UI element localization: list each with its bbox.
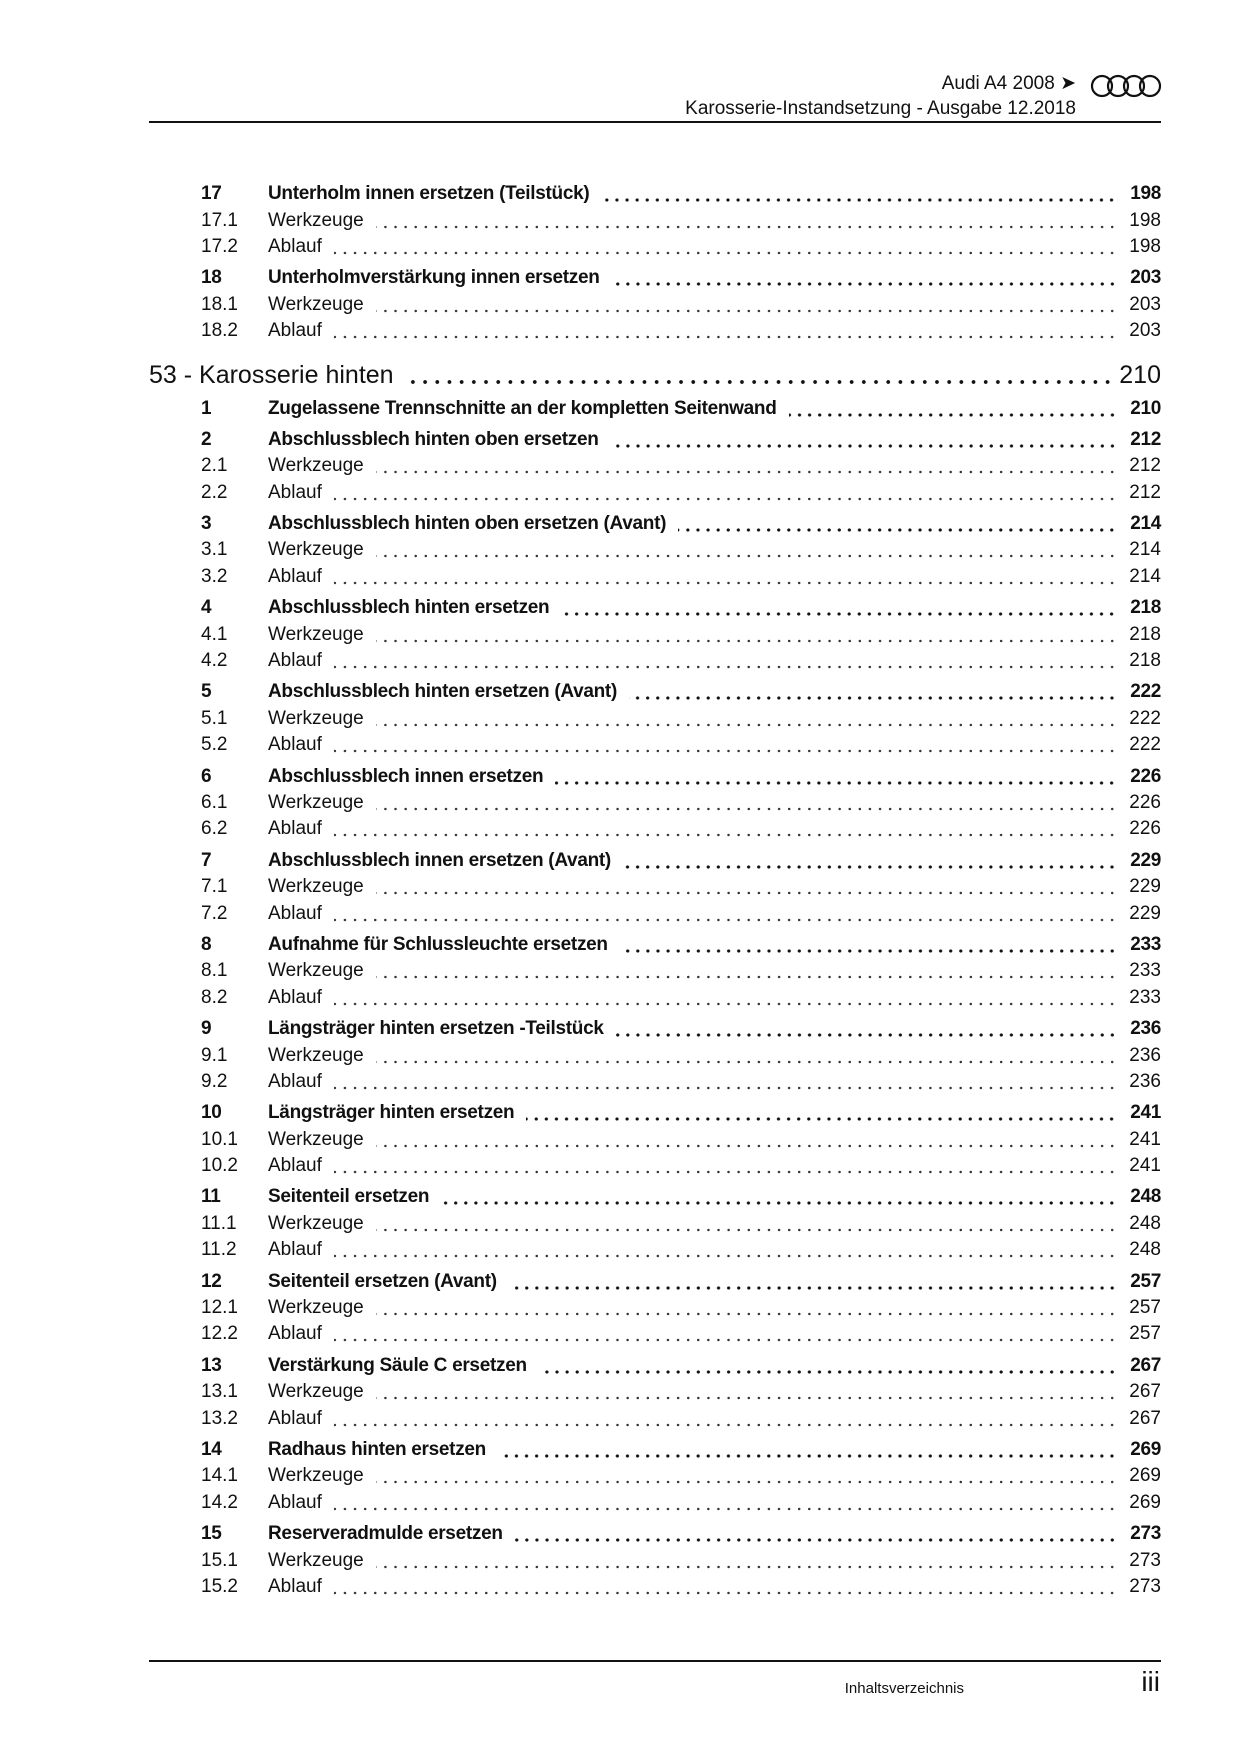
toc-group	[149, 1268, 1161, 1347]
dot-leader	[334, 1072, 1117, 1092]
toc-subentry[interactable]	[149, 292, 1161, 318]
chapter-page: 210	[1119, 360, 1161, 389]
toc-entry[interactable]	[149, 181, 1161, 207]
toc-subentry[interactable]	[149, 816, 1161, 842]
dot-leader	[376, 877, 1117, 897]
entry-page: 236	[1129, 1044, 1161, 1066]
entry-page: 214	[1130, 513, 1161, 535]
entry-page: 269	[1130, 1438, 1161, 1460]
entry-page: 222	[1130, 681, 1161, 703]
entry-title: Ablauf	[268, 1491, 322, 1513]
dot-leader	[376, 1046, 1117, 1066]
entry-number: 13.1	[201, 1381, 238, 1403]
dot-leader	[611, 430, 1117, 450]
toc-group	[149, 932, 1161, 1011]
entry-title: Ablauf	[268, 734, 322, 756]
dot-leader	[334, 651, 1117, 671]
entry-title: Ablauf	[268, 1323, 322, 1345]
entry-number: 14	[201, 1438, 222, 1460]
entry-page: 203	[1130, 267, 1161, 289]
dot-leader	[376, 1466, 1117, 1486]
dot-leader	[376, 456, 1117, 476]
toc-entry[interactable]	[149, 395, 1161, 421]
entry-number: 5.1	[201, 707, 228, 729]
toc-group	[149, 1353, 1161, 1432]
entry-title: Werkzeuge	[268, 876, 364, 898]
toc-entry[interactable]	[149, 1184, 1161, 1210]
dot-leader	[515, 1524, 1117, 1544]
toc-subentry[interactable]	[149, 207, 1161, 233]
entry-title: Ablauf	[268, 818, 322, 840]
entry-number: 3	[201, 513, 212, 535]
toc-group	[149, 265, 1161, 344]
header-model: Audi A4 2008 ➤	[941, 73, 1076, 94]
entry-title: Abschlussblech hinten ersetzen (Avant)	[268, 681, 617, 703]
toc-entry[interactable]	[149, 932, 1161, 958]
toc-group	[149, 763, 1161, 842]
dot-leader	[376, 1214, 1117, 1234]
entry-page: 269	[1129, 1465, 1161, 1487]
dot-leader	[334, 1324, 1117, 1344]
toc-subentry[interactable]	[149, 234, 1161, 260]
dot-leader	[376, 1382, 1117, 1402]
dot-leader	[376, 625, 1117, 645]
entry-page: 248	[1129, 1212, 1161, 1234]
entry-number: 17.2	[201, 235, 238, 257]
toc-subentry[interactable]	[149, 537, 1161, 563]
entry-title: Ablauf	[268, 1070, 322, 1092]
entry-page: 248	[1129, 1239, 1161, 1261]
entry-page: 257	[1130, 1270, 1161, 1292]
toc-subentry[interactable]	[149, 621, 1161, 647]
toc-group	[149, 848, 1161, 927]
entry-title: Unterholmverstärkung innen ersetzen	[268, 267, 600, 289]
entry-number: 17.1	[201, 209, 238, 231]
entry-title: Werkzeuge	[268, 1465, 364, 1487]
entry-title: Ablauf	[268, 481, 322, 503]
entry-number: 18	[201, 267, 222, 289]
entry-page: 269	[1129, 1491, 1161, 1513]
header-subtitle: Karosserie-Instandsetzung - Ausgabe 12.2018	[685, 98, 1076, 119]
toc-group	[149, 1184, 1161, 1263]
entry-title: Werkzeuge	[268, 1044, 364, 1066]
toc-subentry[interactable]	[149, 1321, 1161, 1347]
dot-leader	[334, 1409, 1117, 1429]
entry-number: 2.1	[201, 455, 228, 477]
entry-number: 13.2	[201, 1407, 238, 1429]
dot-leader	[334, 1577, 1117, 1597]
toc-subentry[interactable]	[149, 1574, 1161, 1600]
entry-number: 10.1	[201, 1128, 238, 1150]
dot-leader	[620, 935, 1117, 955]
toc-entry[interactable]	[149, 1521, 1161, 1547]
entry-title: Werkzeuge	[268, 960, 364, 982]
toc-group	[149, 1016, 1161, 1095]
entry-title: Werkzeuge	[268, 1212, 364, 1234]
entry-number: 4.1	[201, 623, 228, 645]
dot-leader	[539, 1356, 1117, 1376]
entry-page: 212	[1129, 481, 1161, 503]
dot-leader	[601, 184, 1117, 204]
entry-title: Unterholm innen ersetzen (Teilstück)	[268, 183, 590, 205]
entry-page: 226	[1129, 818, 1161, 840]
entry-title: Ablauf	[268, 1155, 322, 1177]
dot-leader	[376, 1551, 1117, 1571]
entry-title: Werkzeuge	[268, 293, 364, 315]
entry-page: 212	[1130, 428, 1161, 450]
toc-subentry[interactable]	[149, 900, 1161, 926]
entry-title: Ablauf	[268, 650, 322, 672]
entry-number: 15	[201, 1523, 222, 1545]
entry-number: 2.2	[201, 481, 228, 503]
toc-subentry[interactable]	[149, 732, 1161, 758]
toc-group	[149, 595, 1161, 674]
entry-page: 226	[1129, 792, 1161, 813]
entry-title: Reserveradmulde ersetzen	[268, 1523, 503, 1545]
toc-group	[149, 1437, 1161, 1516]
entry-number: 9.2	[201, 1070, 228, 1092]
toc-subentry[interactable]	[149, 1490, 1161, 1516]
toc-subentry[interactable]	[149, 1153, 1161, 1179]
entry-page: 267	[1130, 1354, 1161, 1376]
entry-page: 257	[1129, 1297, 1161, 1319]
entry-title: Abschlussblech hinten ersetzen	[268, 597, 550, 619]
entry-page: 198	[1129, 235, 1161, 257]
entry-page: 241	[1129, 1155, 1161, 1177]
entry-title: Werkzeuge	[268, 539, 364, 561]
entry-page: 233	[1130, 933, 1161, 955]
entry-title: Ablauf	[268, 1407, 322, 1429]
toc-subentry[interactable]	[149, 1042, 1161, 1068]
dot-leader	[612, 268, 1117, 288]
entry-number: 11	[201, 1186, 221, 1208]
entry-title: Werkzeuge	[268, 792, 364, 813]
dot-leader	[561, 598, 1117, 618]
entry-title: Ablauf	[268, 1239, 322, 1261]
toc-subentry[interactable]	[149, 874, 1161, 900]
footer-divider	[149, 1660, 1161, 1662]
dot-leader	[498, 1440, 1117, 1460]
table-of-contents	[149, 181, 1161, 1600]
entry-page: 229	[1129, 876, 1161, 898]
toc-entry[interactable]	[149, 1437, 1161, 1463]
dot-leader	[376, 709, 1117, 729]
entry-page: 257	[1129, 1323, 1161, 1345]
entry-number: 10	[201, 1102, 222, 1124]
toc-subentry[interactable]	[149, 985, 1161, 1011]
entry-page: 214	[1129, 539, 1161, 561]
entry-number: 15.1	[201, 1549, 238, 1571]
entry-page: 248	[1130, 1186, 1161, 1208]
toc-group	[149, 181, 1161, 260]
toc-group	[149, 511, 1161, 590]
toc-entry[interactable]	[149, 679, 1161, 705]
toc-subentry[interactable]	[149, 1127, 1161, 1153]
toc-subentry[interactable]	[149, 1237, 1161, 1263]
entry-number: 2	[201, 428, 212, 450]
dot-leader	[334, 988, 1117, 1008]
dot-leader	[616, 1019, 1117, 1039]
entry-title: Werkzeuge	[268, 707, 364, 729]
toc-subentry[interactable]	[149, 1547, 1161, 1573]
toc-group	[149, 679, 1161, 758]
dot-leader	[334, 237, 1117, 257]
toc-subentry[interactable]	[149, 318, 1161, 344]
dot-leader	[376, 1130, 1117, 1150]
toc-entry[interactable]	[149, 1268, 1161, 1294]
entry-title: Verstärkung Säule C ersetzen	[268, 1354, 527, 1376]
entry-number: 18.2	[201, 320, 238, 342]
chapter-title: 53 - Karosserie hinten	[149, 360, 394, 389]
entry-title: Radhaus hinten ersetzen	[268, 1438, 486, 1460]
toc-subentry[interactable]	[149, 790, 1161, 816]
entry-number: 5	[201, 681, 212, 703]
entry-number: 6	[201, 765, 212, 787]
toc-entry[interactable]	[149, 427, 1161, 453]
entry-page: 241	[1129, 1128, 1161, 1150]
entry-number: 18.1	[201, 293, 238, 315]
dot-leader	[789, 399, 1117, 419]
toc-entry[interactable]	[149, 1353, 1161, 1379]
entry-page: 198	[1130, 183, 1161, 205]
toc-entry[interactable]	[149, 595, 1161, 621]
entry-number: 6.2	[201, 818, 228, 840]
entry-number: 4.2	[201, 650, 228, 672]
dot-leader	[406, 363, 1114, 387]
dot-leader	[334, 904, 1117, 924]
dot-leader	[376, 1298, 1117, 1318]
entry-page: 236	[1129, 1070, 1161, 1092]
entry-number: 10.2	[201, 1155, 238, 1177]
entry-title: Ablauf	[268, 1575, 322, 1597]
entry-number: 6.1	[201, 792, 228, 813]
dot-leader	[441, 1187, 1117, 1207]
entry-title: Werkzeuge	[268, 623, 364, 645]
entry-number: 14.1	[201, 1465, 238, 1487]
entry-number: 14.2	[201, 1491, 238, 1513]
entry-page: 198	[1129, 209, 1161, 231]
entry-page: 273	[1130, 1523, 1161, 1545]
toc-subentry[interactable]	[149, 453, 1161, 479]
entry-number: 12.1	[201, 1297, 238, 1319]
dot-leader	[376, 961, 1117, 981]
toc-entry[interactable]	[149, 1016, 1161, 1042]
toc-subentry[interactable]	[149, 958, 1161, 984]
entry-number: 9	[201, 1018, 212, 1040]
toc-group	[149, 427, 1161, 506]
entry-number: 12.2	[201, 1323, 238, 1345]
entry-number: 11.1	[201, 1212, 237, 1234]
header-divider	[149, 121, 1161, 123]
entry-number: 7	[201, 849, 212, 871]
dot-leader	[629, 682, 1117, 702]
dot-leader	[678, 514, 1117, 534]
toc-entry[interactable]	[149, 848, 1161, 874]
toc-chapter-heading[interactable]	[149, 358, 1161, 392]
entry-page: 267	[1129, 1407, 1161, 1429]
entry-title: Abschlussblech hinten oben ersetzen	[268, 428, 599, 450]
entry-page: 233	[1129, 986, 1161, 1008]
dot-leader	[334, 567, 1117, 587]
entry-number: 15.2	[201, 1575, 238, 1597]
toc-group	[149, 1100, 1161, 1179]
toc-subentry[interactable]	[149, 706, 1161, 732]
entry-title: Aufnahme für Schlussleuchte ersetzen	[268, 933, 608, 955]
audi-rings-logo-icon	[1090, 74, 1162, 98]
entry-number: 17	[201, 183, 222, 205]
entry-number: 4	[201, 597, 212, 619]
dot-leader	[526, 1103, 1117, 1123]
entry-page: 267	[1129, 1381, 1161, 1403]
entry-title: Seitenteil ersetzen	[268, 1186, 430, 1208]
dot-leader	[376, 211, 1117, 231]
entry-page: 218	[1129, 650, 1161, 672]
dot-leader	[376, 295, 1117, 315]
entry-page: 241	[1130, 1102, 1161, 1124]
entry-title: Werkzeuge	[268, 455, 364, 477]
toc-subentry[interactable]	[149, 1069, 1161, 1095]
entry-title: Abschlussblech hinten oben ersetzen (Avant)	[268, 513, 667, 535]
entry-page: 236	[1130, 1018, 1161, 1040]
entry-number: 5.2	[201, 734, 228, 756]
toc-subentry[interactable]	[149, 480, 1161, 506]
toc-subentry[interactable]	[149, 1405, 1161, 1431]
entry-page: 229	[1129, 902, 1161, 924]
toc-subentry[interactable]	[149, 648, 1161, 674]
entry-page: 214	[1129, 565, 1161, 587]
toc-entry[interactable]	[149, 763, 1161, 789]
entry-page: 218	[1130, 597, 1161, 619]
toc-entry[interactable]	[149, 511, 1161, 537]
entry-number: 8.2	[201, 986, 228, 1008]
entry-title: Abschlussblech innen ersetzen (Avant)	[268, 849, 611, 871]
dot-leader	[334, 1493, 1117, 1513]
entry-title: Werkzeuge	[268, 1297, 364, 1319]
entry-title: Werkzeuge	[268, 209, 364, 231]
entry-title: Ablauf	[268, 986, 322, 1008]
entry-page: 226	[1130, 765, 1161, 787]
toc-entry[interactable]	[149, 265, 1161, 291]
dot-leader	[334, 1156, 1117, 1176]
dot-leader	[555, 767, 1117, 787]
entry-page: 212	[1129, 455, 1161, 477]
entry-page: 218	[1129, 623, 1161, 645]
toc-subentry[interactable]	[149, 1211, 1161, 1237]
entry-title: Werkzeuge	[268, 1549, 364, 1571]
entry-number: 8.1	[201, 960, 228, 982]
entry-title: Längsträger hinten ersetzen -Teilstück	[268, 1018, 604, 1040]
entry-number: 13	[201, 1354, 222, 1376]
entry-title: Zugelassene Trennschnitte an der kompletten Seitenwand	[268, 397, 777, 419]
dot-leader	[623, 851, 1117, 871]
entry-page: 222	[1129, 734, 1161, 756]
toc-group	[149, 1521, 1161, 1600]
entry-title: Ablauf	[268, 235, 322, 257]
entry-page: 203	[1129, 293, 1161, 315]
entry-page: 273	[1129, 1549, 1161, 1571]
dot-leader	[376, 540, 1117, 560]
entry-number: 1	[201, 397, 212, 419]
toc-subentry[interactable]	[149, 1295, 1161, 1321]
entry-page: 229	[1130, 849, 1161, 871]
footer-page-number: iii	[1141, 1666, 1160, 1697]
entry-title: Abschlussblech innen ersetzen	[268, 765, 544, 787]
entry-number: 9.1	[201, 1044, 228, 1066]
entry-title: Ablauf	[268, 902, 322, 924]
dot-leader	[509, 1272, 1117, 1292]
entry-number: 3.1	[201, 539, 228, 561]
entry-title: Längsträger hinten ersetzen	[268, 1102, 515, 1124]
entry-page: 273	[1129, 1575, 1161, 1597]
entry-number: 3.2	[201, 565, 228, 587]
footer-section: Inhaltsverzeichnis	[844, 1680, 964, 1697]
entry-number: 8	[201, 933, 212, 955]
dot-leader	[334, 735, 1117, 755]
toc-subentry[interactable]	[149, 564, 1161, 590]
entry-title: Werkzeuge	[268, 1381, 364, 1403]
dot-leader	[334, 819, 1117, 839]
entry-number: 11.2	[201, 1239, 237, 1261]
dot-leader	[376, 793, 1117, 813]
entry-number: 7.1	[201, 876, 228, 898]
entry-title: Seitenteil ersetzen (Avant)	[268, 1270, 497, 1292]
entry-title: Ablauf	[268, 320, 322, 342]
toc-subentry[interactable]	[149, 1379, 1161, 1405]
entry-title: Ablauf	[268, 565, 322, 587]
entry-number: 7.2	[201, 902, 228, 924]
entry-page: 222	[1129, 707, 1161, 729]
toc-entry[interactable]	[149, 1100, 1161, 1126]
toc-subentry[interactable]	[149, 1463, 1161, 1489]
dot-leader	[334, 321, 1117, 341]
entry-page: 233	[1129, 960, 1161, 982]
dot-leader	[334, 1240, 1117, 1260]
entry-page: 210	[1130, 397, 1161, 419]
entry-number: 12	[201, 1270, 222, 1292]
dot-leader	[334, 483, 1117, 503]
entry-title: Werkzeuge	[268, 1128, 364, 1150]
entry-page: 203	[1129, 320, 1161, 342]
